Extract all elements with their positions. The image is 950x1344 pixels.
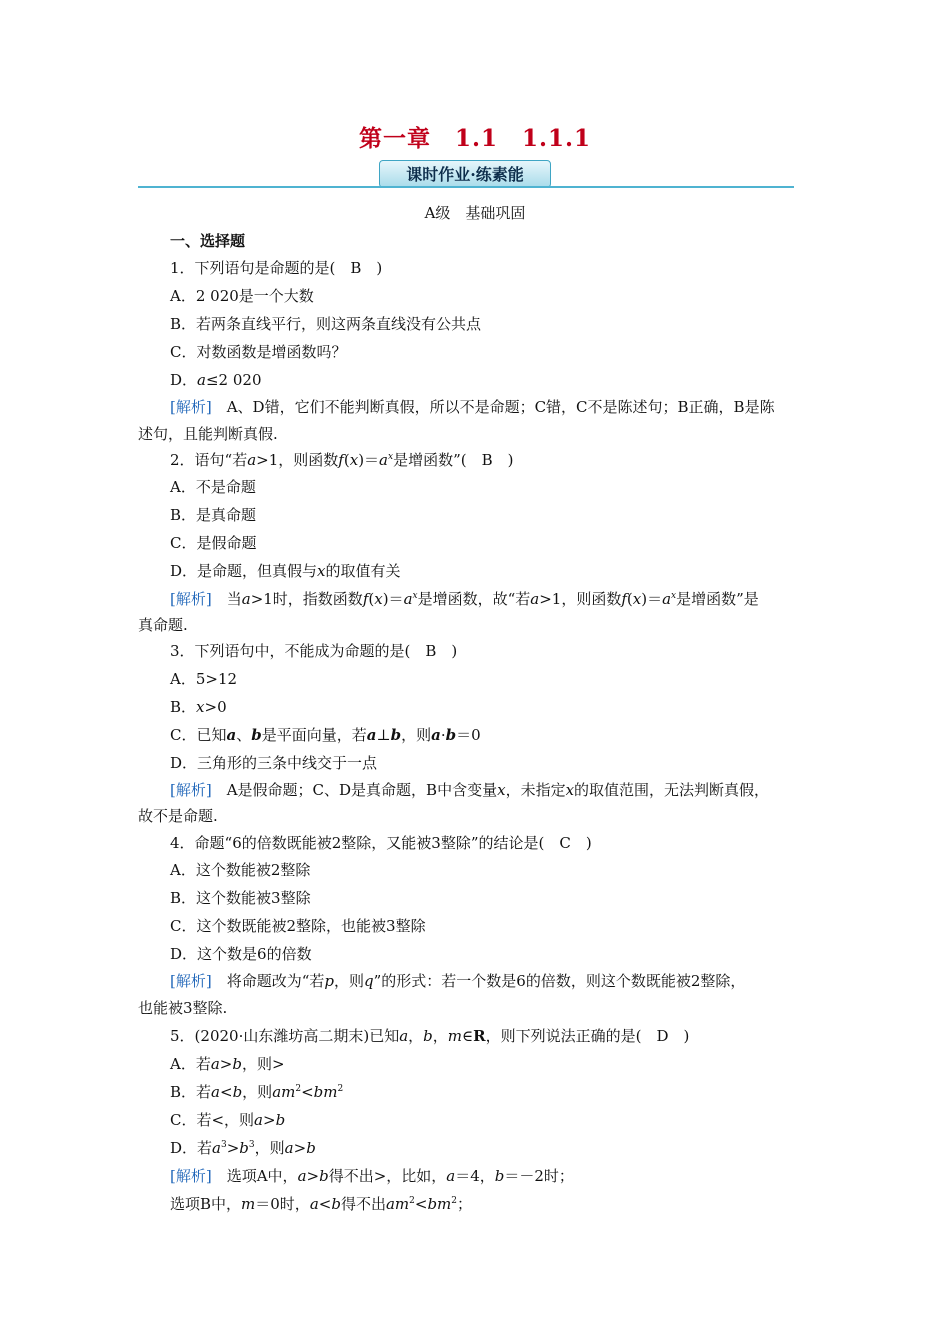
var: a	[530, 590, 540, 608]
text: ⊥	[376, 726, 391, 744]
vector: b	[390, 726, 402, 744]
var: a	[241, 590, 251, 608]
text: ，则下列说法正确的是( D )	[485, 1027, 690, 1045]
q5-explanation-line2	[170, 1194, 472, 1214]
text: ∈	[462, 1027, 474, 1045]
q5-option-d	[170, 1138, 316, 1158]
text: D．是命题，但真假与	[170, 562, 318, 580]
var: a	[197, 371, 206, 389]
superscript: 2	[337, 1084, 344, 1094]
text: ，则	[401, 726, 432, 744]
q3-option-d: D．三角形的三条中线交于一点	[170, 754, 378, 772]
homework-banner: 课时作业·练素能	[379, 160, 551, 188]
text: ”的形式：若一个数是6的倍数，则这个数既能被2整除，	[373, 972, 746, 990]
q5-option-a	[170, 1054, 285, 1074]
var: a	[379, 451, 388, 469]
var: a	[212, 1139, 221, 1157]
var: x	[374, 590, 383, 608]
q1-option-b: B．若两条直线平行，则这两条直线没有公共点	[170, 315, 482, 333]
vector: a	[431, 726, 441, 744]
superscript: x	[388, 452, 394, 462]
var: a	[210, 1055, 220, 1073]
text: A．若	[170, 1055, 211, 1073]
text: (	[343, 451, 350, 469]
var: m	[447, 1027, 463, 1045]
text: ·	[440, 726, 446, 744]
text: A、D错，它们不能判断真假，所以不是命题；C错，C不是陈述句；B正确，B是陈	[211, 398, 775, 416]
superscript: 2	[451, 1196, 458, 1206]
header-divider	[138, 186, 794, 188]
analysis-tag: [解析]	[170, 398, 212, 416]
text: >0	[204, 698, 227, 716]
q4-explanation-line2: 也能被3整除.	[138, 999, 228, 1017]
text: 得不出>，比如，	[328, 1167, 447, 1185]
q3-explanation-line1	[170, 780, 769, 800]
text: 将命题改为“若	[211, 972, 325, 990]
q2-explanation-line2: 真命题.	[138, 616, 188, 634]
text: A是假命题；C、D是真命题，B中含变量	[211, 781, 498, 799]
var: a	[446, 1167, 456, 1185]
vector: a	[366, 726, 377, 744]
var: a	[662, 590, 672, 608]
text: (	[626, 590, 633, 608]
text: 5．(2020·山东潍坊高二期末)已知	[170, 1027, 400, 1045]
q4-option-a: A．这个数能被2整除	[170, 861, 311, 879]
text: (	[368, 590, 375, 608]
text: 2．语句“若	[170, 451, 248, 469]
text: )＝	[382, 590, 404, 608]
text: ，	[432, 1027, 448, 1045]
text: <	[301, 1083, 314, 1101]
text: B．若	[170, 1083, 212, 1101]
var: b	[239, 1139, 249, 1157]
q1-stem: 1．下列语句是命题的是( B )	[170, 259, 383, 277]
analysis-tag: [解析]	[170, 781, 212, 799]
text: 是增函数”( B )	[393, 451, 514, 469]
text: ，则	[242, 1083, 273, 1101]
var: x	[196, 698, 205, 716]
text: ；	[457, 1195, 473, 1213]
var: a	[247, 451, 257, 469]
text: ＝4，	[455, 1167, 495, 1185]
var: am	[272, 1083, 296, 1101]
q3-option-a: A．5>12	[170, 670, 238, 688]
text: >	[219, 1055, 233, 1073]
q3-stem: 3．下列语句中，不能成为命题的是( B )	[170, 642, 458, 660]
text: B．	[170, 698, 197, 716]
superscript: x	[412, 591, 418, 601]
text: >1，则函数	[539, 590, 622, 608]
text: )＝	[358, 451, 380, 469]
text: C．已知	[170, 726, 227, 744]
text: ＝0时，	[255, 1195, 310, 1213]
var: a	[254, 1111, 263, 1129]
q1-option-d	[170, 370, 262, 390]
text: 选项A中，	[211, 1167, 298, 1185]
text: 是增函数，故“若	[417, 590, 531, 608]
text: ，则>	[241, 1055, 285, 1073]
text: 是增函数”是	[676, 590, 759, 608]
q5-option-c	[170, 1110, 285, 1130]
text: ，则	[254, 1139, 285, 1157]
text: >	[293, 1139, 307, 1157]
q4-option-c: C．这个数既能被2整除，也能被3整除	[170, 917, 426, 935]
text: 、	[236, 726, 252, 744]
superscript: x	[671, 591, 677, 601]
text: )＝	[641, 590, 663, 608]
text: 选项B中，	[170, 1195, 242, 1213]
var: x	[632, 590, 642, 608]
text: 的取值范围，无法判断真假，	[574, 781, 770, 799]
text: >1时，指数函数	[250, 590, 363, 608]
text: 是平面向量，若	[261, 726, 367, 744]
q1-option-c: C．对数函数是增函数吗？	[170, 343, 347, 361]
var: b	[331, 1195, 341, 1213]
var: x	[497, 781, 506, 799]
text: D．若	[170, 1139, 213, 1157]
text: D．	[170, 371, 198, 389]
q5-option-b	[170, 1082, 343, 1102]
analysis-tag: [解析]	[170, 972, 212, 990]
var: b	[494, 1167, 505, 1185]
var: f	[621, 590, 627, 608]
vector: b	[445, 726, 457, 744]
var: b	[232, 1083, 243, 1101]
var: p	[324, 972, 334, 990]
var: a	[284, 1139, 294, 1157]
q4-explanation-line1	[170, 971, 745, 991]
text: ，	[408, 1027, 424, 1045]
set-symbol: R	[473, 1027, 486, 1045]
text: >	[306, 1167, 320, 1185]
var: x	[317, 562, 326, 580]
superscript: 2	[409, 1196, 415, 1206]
q2-stem	[170, 450, 513, 470]
level-heading: A级 基础巩固	[424, 204, 526, 222]
var: bm	[427, 1195, 452, 1213]
q3-option-c	[170, 725, 481, 745]
text: <	[219, 1083, 233, 1101]
var: bm	[313, 1083, 338, 1101]
var: f	[338, 451, 344, 469]
q1-explanation-line2: 述句，且能判断真假.	[138, 425, 278, 443]
q3-explanation-line2: 故不是命题.	[138, 807, 218, 825]
text: 得不出	[340, 1195, 386, 1213]
text: <	[414, 1195, 428, 1213]
var: am	[385, 1195, 410, 1213]
var: a	[297, 1167, 307, 1185]
analysis-tag: [解析]	[170, 590, 212, 608]
text: >	[226, 1139, 240, 1157]
superscript: 3	[220, 1140, 227, 1150]
var: x	[565, 781, 575, 799]
q4-option-d: D．这个数是6的倍数	[170, 945, 312, 963]
text: >	[263, 1111, 276, 1129]
section-heading: 一、选择题	[170, 232, 246, 250]
q5-explanation-line1	[170, 1166, 574, 1186]
q3-option-b	[170, 697, 227, 717]
var: a	[211, 1083, 220, 1101]
analysis-tag: [解析]	[170, 1167, 212, 1185]
var: q	[364, 972, 374, 990]
text: >1，则函数	[256, 451, 339, 469]
vector: a	[226, 726, 237, 744]
text: 的取值有关	[325, 562, 401, 580]
text: ≤2 020	[205, 371, 262, 389]
var: x	[349, 451, 359, 469]
var: a	[399, 1027, 409, 1045]
q1-option-a: A．2 020是一个大数	[170, 287, 314, 305]
q2-explanation-line1	[170, 589, 759, 609]
var: f	[362, 590, 369, 608]
text: ，则	[334, 972, 365, 990]
q2-option-d	[170, 561, 401, 581]
q5-stem	[170, 1026, 689, 1046]
vector: b	[251, 726, 262, 744]
superscript: 2	[295, 1084, 302, 1094]
text: C．若<，则	[170, 1111, 255, 1129]
q1-explanation-line1	[170, 397, 775, 417]
var: b	[306, 1139, 316, 1157]
var: a	[403, 590, 413, 608]
superscript: 3	[248, 1140, 255, 1150]
var: m	[241, 1195, 256, 1213]
var: b	[319, 1167, 329, 1185]
q4-stem: 4．命题“6的倍数既能被2整除，又能被3整除”的结论是( C )	[170, 834, 592, 852]
var: b	[275, 1111, 286, 1129]
text: ＝－2时；	[504, 1167, 574, 1185]
text: ，未指定	[505, 781, 566, 799]
text: <	[318, 1195, 332, 1213]
text: ＝0	[456, 726, 481, 744]
q2-option-c: C．是假命题	[170, 534, 257, 552]
q2-option-b: B．是真命题	[170, 506, 257, 524]
q4-option-b: B．这个数能被3整除	[170, 889, 311, 907]
q2-option-a: A．不是命题	[170, 478, 256, 496]
var: a	[309, 1195, 319, 1213]
var: b	[423, 1027, 433, 1045]
chapter-title: 第一章 1.1 1.1.1	[358, 125, 592, 152]
text: 当	[211, 590, 242, 608]
var: b	[232, 1055, 242, 1073]
